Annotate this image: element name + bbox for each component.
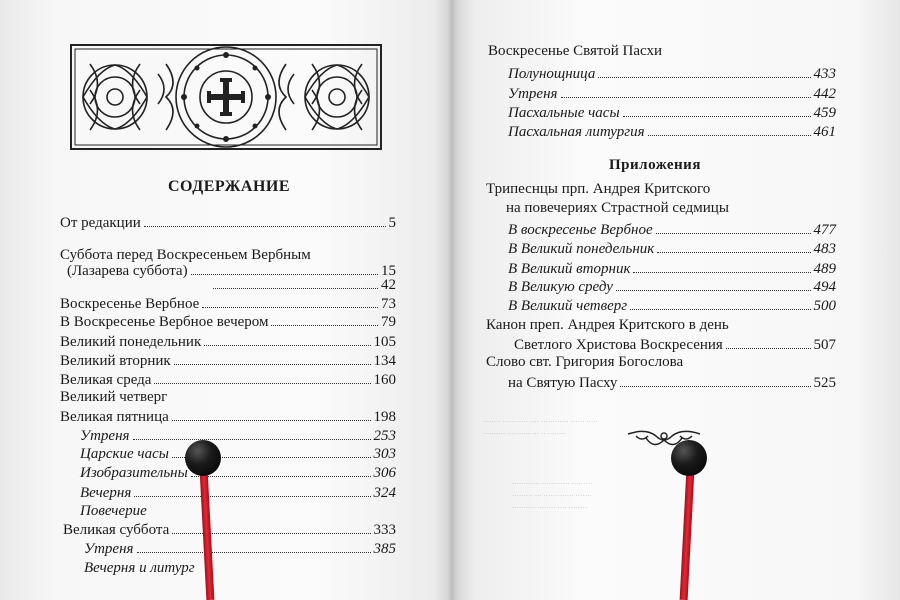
toc-entry: Великая среда 160 bbox=[60, 372, 396, 388]
toc-entry: В Великую среду 494 bbox=[508, 279, 836, 295]
toc-title: СОДЕРЖАНИЕ bbox=[168, 178, 291, 195]
toc-entry: Пасхальные часы 459 bbox=[508, 105, 836, 121]
faded-text: ········ ··········· ···· ············ ······ ····· bbox=[482, 418, 598, 426]
toc-entry-label: Повечерие bbox=[80, 503, 147, 519]
toc-entry: От редакции 5 bbox=[60, 215, 396, 231]
toc-entry: В Воскресенье Вербное вечером 79 bbox=[60, 314, 396, 330]
toc-entry: Великая пятница 198 bbox=[60, 409, 396, 425]
toc-entry: Утреня 253 bbox=[80, 428, 396, 444]
toc-entry: Изобразительны 306 bbox=[80, 465, 396, 481]
faded-text: ············ ············ ········· bbox=[512, 480, 593, 488]
faded-text: ········· ··· ············· ······· bbox=[512, 492, 592, 500]
toc-entry: Пасхальная литургия 461 bbox=[508, 124, 836, 140]
left-bookmark-bead bbox=[185, 440, 221, 476]
section-title: Воскресенье Святой Пасхи bbox=[488, 43, 663, 59]
right-page bbox=[452, 0, 900, 600]
toc-entry: В Великий четверг 500 bbox=[508, 298, 836, 314]
ornamental-headpiece-cross-icon bbox=[70, 44, 382, 150]
toc-entry: Царские часы 303 bbox=[80, 446, 396, 462]
toc-entry: Воскресенье Вербное 73 bbox=[60, 296, 396, 312]
toc-entry: Светлого Христова Воскресения 507 bbox=[514, 337, 836, 353]
word-title-line1: Слово свт. Григория Богослова bbox=[486, 354, 684, 370]
toc-entry: Великая суббота 333 bbox=[63, 522, 396, 538]
toc-entry: Великий вторник 134 bbox=[60, 353, 396, 369]
right-bookmark-bead bbox=[671, 440, 707, 476]
toc-entry: Вечерня 324 bbox=[80, 485, 396, 501]
toc-entry: В воскресенье Вербное 477 bbox=[508, 222, 836, 238]
toc-entry: на Святую Пасху 525 bbox=[508, 375, 836, 391]
triodes-title-line1: Трипеснцы прп. Андрея Критского bbox=[486, 181, 711, 197]
toc-entry-label: Вечерня и литург bbox=[84, 560, 195, 576]
toc-entry-label: Суббота перед Воскресеньем Вербным bbox=[60, 247, 311, 263]
toc-entry: Великий понедельник 105 bbox=[60, 334, 396, 350]
book-gutter bbox=[447, 0, 457, 600]
faded-text: ·········· ·········· ··· ·· ········ bbox=[482, 430, 566, 438]
toc-entry: 42 bbox=[210, 276, 396, 294]
appendix-title: Приложения bbox=[609, 157, 701, 173]
toc-entry: Утреня 385 bbox=[84, 541, 396, 557]
toc-entry: В Великий понедельник 483 bbox=[508, 241, 836, 257]
toc-entry-label: Великий четверг bbox=[60, 389, 168, 405]
toc-entry: (Лазарева суббота) 15 bbox=[67, 263, 396, 279]
faded-text: ·········· ········ ···· ········ bbox=[512, 504, 588, 512]
toc-entry: Утреня 442 bbox=[508, 86, 836, 102]
toc-entry: В Великий вторник 489 bbox=[508, 261, 836, 277]
triodes-title-line2: на повечериях Страстной седмицы bbox=[506, 200, 729, 216]
toc-entry: Полунощница 433 bbox=[508, 66, 836, 82]
canon-title-line1: Канон преп. Андрея Критского в день bbox=[486, 317, 729, 333]
